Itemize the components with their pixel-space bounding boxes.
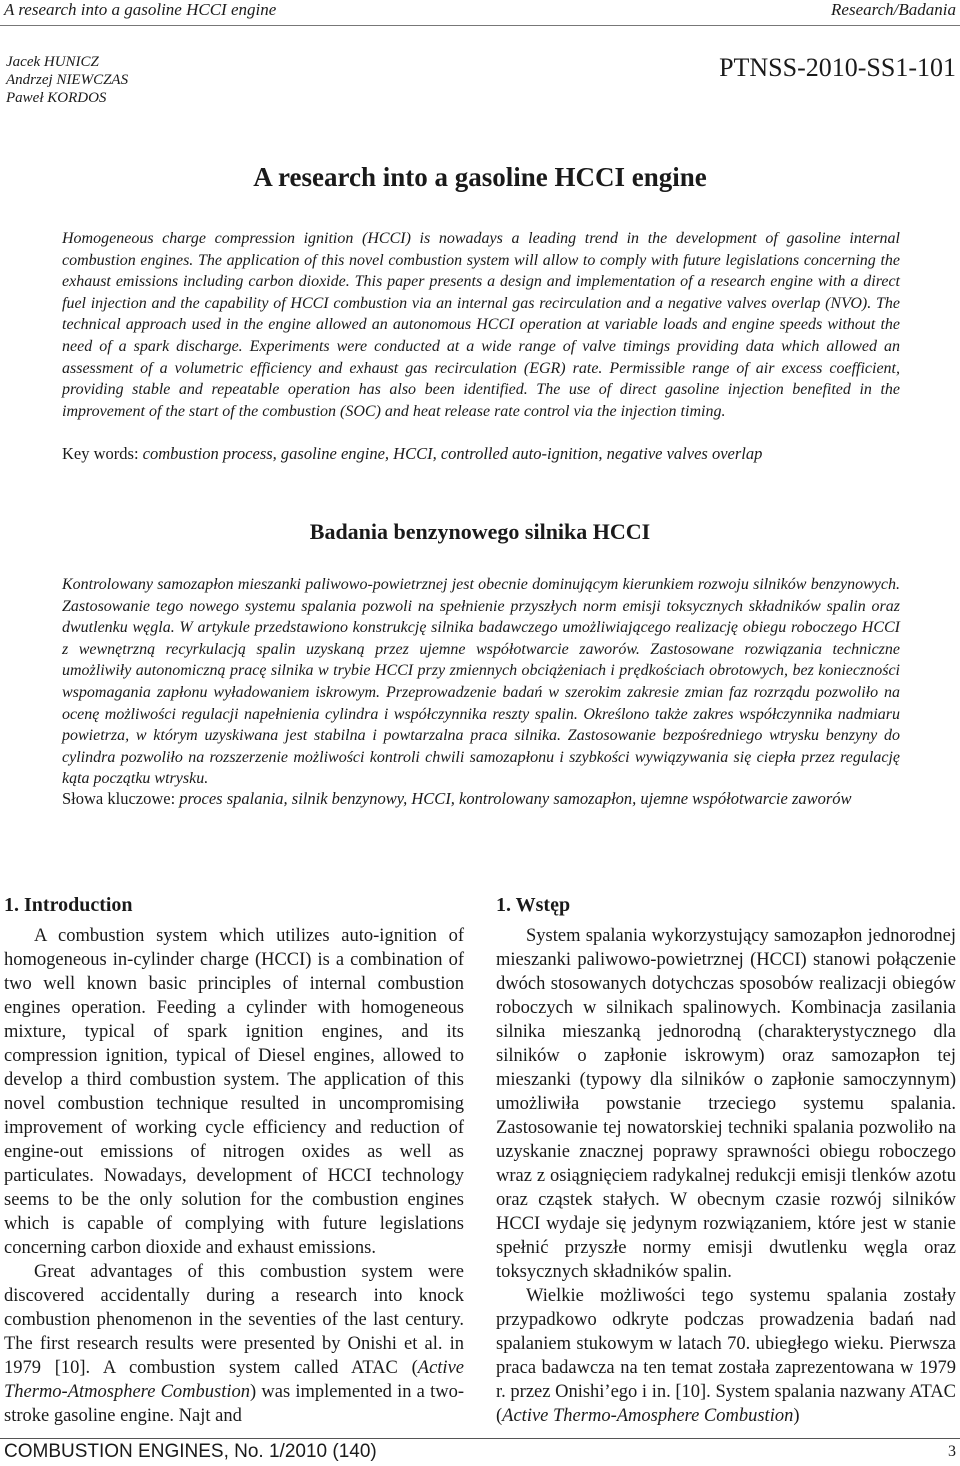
paragraph: System spalania wykorzystujący samozapłon jednorodnej mieszanki paliwowo-powietrznej (HCCI) stanowi połączenie dwóch stosowanych dotychczas sposobów realizacji obiegów roboczych w silnikach spalinowych. Kombinacja zasilania silnika mieszanką jednorodną (charakterystycznego dla silników o zapłonie iskrowym) oraz samozapłon tej mieszanki (typowy dla silników o zapłonie samoczynnym) umożliwiła powstanie trzeciego systemu spalania. Zastosowanie tej nowatorskiej techniki spalania pozwoliło na uzyskanie znacznej poprawy sprawności obiegu roboczego wraz z osiągnięciem radykalnej redukcji emisji tlenków azotu oraz cząstek stałych. W obecnym czasie rozwój silników HCCI wydaje się jedynym rozwiązaniem, które jest w stanie spełnić przyszłe normy emisji dwutlenku węgla oraz toksycznych składników spalin. [496,926,956,1282]
section-label: Research/Badania [831,0,956,19]
paragraph: A combustion system which utilizes auto-ignition of homogeneous in-cylinder charge (HCCI) is a combination of two well known basic principles of internal combustion engines operation. Feeding a cylinder with homogeneous mixture, typical of spark ignition engines, and its compression ignition, typical of Diesel engines, allowed to develop a third combustion system. The application of this novel combustion technique resulted in uncompromising improvement of working cycle efficiency and reduction of engine-out emissions of nitrogen oxides as well as particulates. Nowadays, development of HCCI technology seems to be the only solution for the combustion engines which is capable of complying with future legislations concerning carbon dioxide and exhaust emissions. [4,926,464,1258]
author-name: Jacek HUNICZ [6,54,99,70]
paper-title-en: A research into a gasoline HCCI engine [253,162,707,192]
footer-divider [0,1438,960,1439]
keywords-pl [62,788,900,810]
abstract-pl: Kontrolowany samozapłon mieszanki paliwowo-powietrznej jest obecnie dominującym kierunkiem rozwoju silników benzynowych. Zastosowanie tego nowego systemu spalania pozwoli na spełnienie przyszłych norm emisji toksycznych składników spalin oraz dwutlenku węgla. W artykule przedstawiono konstrukcję silnika badawczego umożliwiającego realizację obiegu roboczego HCCI z wewnętrzną recyrkulacją spalin uzyskaną przez ujemne współotwarcie zaworów. Zastosowane rozwiązania techniczne umożliwiły autonomiczną pracę silnika w trybie HCCI przy zmiennych obciążeniach i prędkościach obrotowych, bez konieczności wspomagania zapłonu wyładowaniem iskrowym. Przeprowadzenie badań w szerokim zakresie zmian faz rozrządu pozwoliło na ocenę możliwości regulacji napełnienia cylindra i współczynnika reszty spalin. Określono także zakres współczynnika nadmiaru powietrza, w którym uzyskiwana jest stabilna i powtarzalna praca silnika. Zastosowanie bezpośredniego wtrysku benzyny do cylindra pozwoliło na rozszerzenie możliwości kontroli chwili samozapłonu i szybkości wywiązywania się ciepła przez regulację kąta początku wtrysku. [62,576,900,788]
author-list [6,53,128,107]
header-divider [0,25,960,26]
section-heading-introduction: 1. Introduction [4,894,133,916]
paper-title-pl: Badania benzynowego silnika HCCI [309,519,651,544]
abstract-en: Homogeneous charge compression ignition (HCCI) is nowadays a leading trend in the development of gasoline internal combustion engines. The application of this novel combustion system will allow to comply with future legislations concerning the exhaust emissions including carbon dioxide. This paper presents a design and implementation of a research engine with a direct fuel injection and the capability of HCCI combustion via an internal gas recirculation and a negative valves overlap (NVO). The technical approach used in the engine allowed an autonomous HCCI operation at variable loads and engine speeds without the need of a spark discharge. Experiments were conducted at a wide range of valve timings providing data which allowed an assessment of a volumetric efficiency and exhaust gas recirculation (EGR) rate. Permissible range of air excess coefficient, providing stable and repeatable operation has also been identified. The use of direct gasoline injection benefited in the improvement of the start of the combustion (SOC) and heat release rate control via the injection timing. [62,230,900,420]
running-title: A research into a gasoline HCCI engine [4,0,277,19]
section-heading-wstep: 1. Wstęp [496,894,571,916]
keywords-value: combustion process, gasoline engine, HCCI, controlled auto-ignition, negative valves overlap [142,444,763,463]
column-english [4,892,464,1428]
author-name: Andrzej NIEWCZAS [6,72,129,88]
paper-code: PTNSS-2010-SS1-101 [719,53,956,82]
keywords-label: Key words: [62,444,139,463]
author-name: Paweł KORDOS [6,90,107,106]
journal-footer: COMBUSTION ENGINES, No. 1/2010 (140) [4,1441,377,1462]
keywords-value: proces spalania, silnik benzynowy, HCCI, kontrolowany samozapłon, ujemne współotwarcie zaworów [179,789,852,808]
keywords-en [62,443,900,465]
paragraph: Great advantages of this combustion system were discovered accidentally during a research into knock combustion phenomenon in the seventies of the last century. The first research results were presented by Onishi et al. in 1979 [10]. A combustion system called ATAC (Active Thermo-Atmosphere Combustion) was implemented in a two-stroke gasoline engine. Najt and [4,1262,464,1426]
keywords-label: Słowa kluczowe: [62,789,176,808]
column-polish [496,892,956,1428]
page-number: 3 [948,1443,956,1460]
paragraph: Wielkie możliwości tego systemu spalania zostały przypadkowo odkryte podczas prowadzenia badań nad spalaniem stukowym w latach 70. ubiegłego wieku. Pierwsza praca badawcza na ten temat została zaprezentowana w 1979 r. przez Onishi’ego i in. [10]. System spalania nazwany ATAC (Active Thermo-Amosphere Combustion) [496,1286,956,1426]
